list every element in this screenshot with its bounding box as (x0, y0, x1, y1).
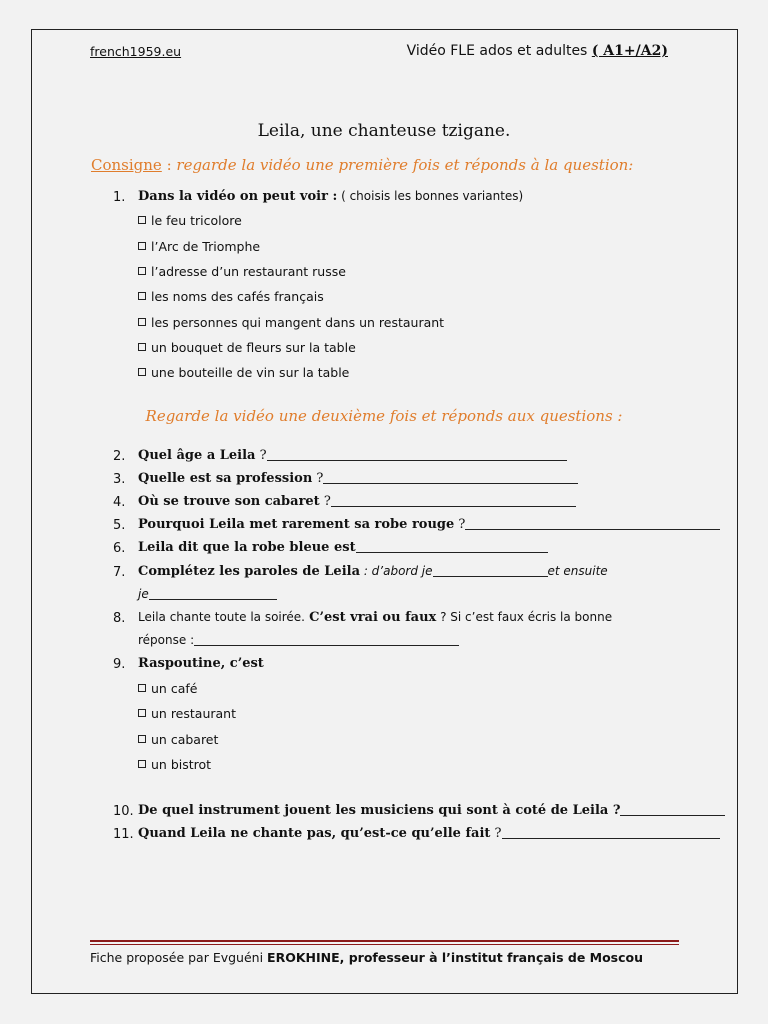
section-heading: Regarde la vidéo une deuxième fois et réponds aux questions : (145, 407, 623, 425)
q9-option[interactable] (138, 706, 236, 721)
q7-sep: : (360, 564, 372, 578)
q3-label: Quelle est sa profession (138, 471, 313, 486)
q6-text (138, 540, 548, 555)
q1-option-label: l’Arc de Triomphe (151, 239, 261, 254)
q5-label: Pourquoi Leila met rarement sa robe rouge (138, 517, 455, 532)
q9-option-label: un restaurant (151, 706, 236, 721)
q6-label: Leila dit que la robe bleue est (138, 540, 356, 555)
checkbox-icon[interactable] (138, 216, 146, 224)
q2-text (138, 448, 567, 463)
q4-label: Où se trouve son cabaret (138, 494, 320, 509)
q2-label: Quel âge a Leila (138, 448, 256, 463)
consigne-text: regarde la vidéo une première fois et réponds à la question: (176, 156, 634, 174)
q11-label: Quand Leila ne chante pas, qu’est-ce qu’elle fait (138, 826, 491, 841)
q1-text (138, 189, 523, 204)
q6-number: 6. (113, 541, 126, 556)
q9-number: 9. (113, 657, 126, 672)
q11-text (138, 826, 720, 841)
q10-number: 10. (113, 804, 134, 819)
consigne-label: Consigne (91, 156, 162, 174)
q4-text (138, 494, 576, 509)
q7-part-a: d’abord je (371, 564, 433, 578)
answer-blank[interactable] (149, 587, 277, 600)
q9-label: Raspoutine, c’est (138, 656, 264, 671)
q7-part-c: je (138, 587, 149, 601)
q9-option[interactable] (138, 757, 211, 772)
q9-option-label: un cabaret (151, 732, 219, 747)
q1-bold: Dans la vidéo on peut voir : (138, 189, 338, 204)
q11-mark: ? (490, 826, 502, 841)
q8-part-c: réponse : (138, 633, 195, 647)
checkbox-icon[interactable] (138, 735, 146, 743)
q5-text (138, 517, 720, 532)
q8-part-a: Leila chante toute la soirée. (138, 610, 305, 624)
footer-divider (90, 940, 679, 942)
q9-text (138, 656, 264, 671)
q8-continuation (138, 633, 459, 648)
q10-label: De quel instrument jouent les musiciens qui sont à coté de Leila ? (138, 803, 621, 818)
answer-blank[interactable] (323, 471, 578, 484)
answer-blank[interactable] (433, 564, 548, 577)
checkbox-icon[interactable] (138, 242, 146, 250)
consigne (91, 156, 633, 174)
consigne-sep: : (161, 156, 177, 174)
q8-part-b: ? Si c’est faux écris la bonne (436, 610, 613, 624)
q1-option-label: les personnes qui mangent dans un restaurant (151, 315, 445, 330)
q8-bold: C’est vrai ou faux (309, 610, 437, 625)
q7-part-b: et ensuite (547, 564, 608, 578)
q9-option[interactable] (138, 681, 197, 696)
q10-text (138, 803, 725, 818)
q9-option-label: un café (151, 681, 198, 696)
q4-number: 4. (113, 495, 126, 510)
q8-number: 8. (113, 611, 126, 626)
checkbox-icon[interactable] (138, 267, 146, 275)
level-header (407, 43, 668, 59)
checkbox-icon[interactable] (138, 318, 146, 326)
q1-rest: ( choisis les bonnes variantes) (337, 189, 524, 203)
answer-blank[interactable] (267, 448, 567, 461)
q2-mark: ? (255, 448, 267, 463)
answer-blank[interactable] (356, 540, 548, 553)
level-badge: ( A1+/A2) (591, 43, 668, 59)
answer-blank[interactable] (194, 633, 459, 646)
q9-option[interactable] (138, 732, 218, 747)
checkbox-icon[interactable] (138, 709, 146, 717)
page-title: Leila, une chanteuse tzigane. (257, 121, 511, 141)
footer (90, 950, 643, 965)
q1-option-label: un bouquet de fleurs sur la table (151, 340, 356, 355)
q3-text (138, 471, 578, 486)
q1-option-label: l’adresse d’un restaurant russe (151, 264, 346, 279)
q1-option[interactable] (138, 239, 260, 254)
checkbox-icon[interactable] (138, 684, 146, 692)
level-prefix: Vidéo FLE ados et adultes (406, 43, 588, 59)
answer-blank[interactable] (620, 803, 725, 816)
q7-number: 7. (113, 565, 126, 580)
q7-continuation (138, 587, 277, 602)
answer-blank[interactable] (502, 826, 720, 839)
q1-option[interactable] (138, 264, 346, 279)
q1-option[interactable] (138, 365, 349, 380)
q5-mark: ? (454, 517, 466, 532)
answer-blank[interactable] (331, 494, 576, 507)
footer-divider (90, 944, 679, 945)
q1-option[interactable] (138, 315, 444, 330)
checkbox-icon[interactable] (138, 760, 146, 768)
q2-number: 2. (113, 449, 126, 464)
q3-mark: ? (312, 471, 324, 486)
answer-blank[interactable] (465, 517, 720, 530)
q3-number: 3. (113, 472, 126, 487)
site-name: french1959.eu (90, 44, 182, 59)
q1-option-label: les noms des cafés français (151, 289, 324, 304)
checkbox-icon[interactable] (138, 343, 146, 351)
q7-text (138, 564, 608, 579)
q9-option-label: un bistrot (151, 757, 212, 772)
q1-option[interactable] (138, 340, 356, 355)
q7-label: Complétez les paroles de Leila (138, 564, 360, 579)
footer-prefix: Fiche proposée par Evguéni (90, 950, 268, 965)
q1-number: 1. (113, 190, 126, 205)
footer-author: EROKHINE, professeur à l’institut français de Moscou (267, 950, 644, 965)
checkbox-icon[interactable] (138, 292, 146, 300)
q1-option[interactable] (138, 213, 242, 228)
q11-number: 11. (113, 827, 134, 842)
checkbox-icon[interactable] (138, 368, 146, 376)
q5-number: 5. (113, 518, 126, 533)
q1-option[interactable] (138, 289, 324, 304)
q8-text (138, 610, 612, 625)
q4-mark: ? (319, 494, 331, 509)
q1-option-label: le feu tricolore (151, 213, 242, 228)
q1-option-label: une bouteille de vin sur la table (151, 365, 350, 380)
